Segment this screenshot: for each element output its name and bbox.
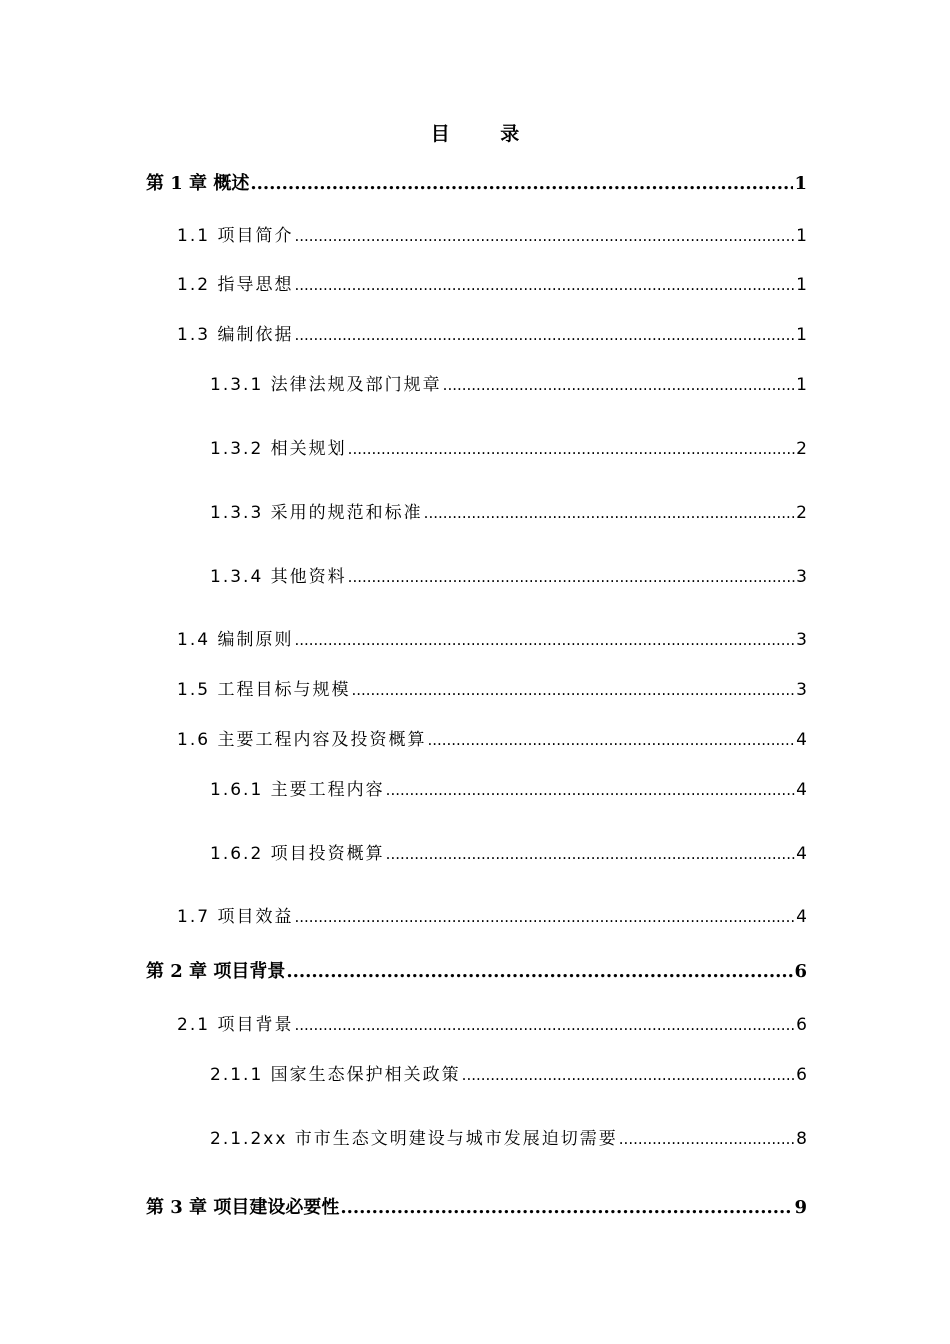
toc-page-number: 4 [796, 780, 807, 800]
toc-entry-label: 第 2 章 项目背景 [146, 961, 286, 982]
toc-entry-label: 2.1.1 国家生态保护相关政策 [210, 1065, 461, 1085]
toc-page-number: 9 [794, 1197, 807, 1218]
toc-entry-label: 1.1 项目简介 [177, 226, 294, 246]
toc-entry-2-1-2[interactable] [210, 1124, 807, 1150]
toc-leader-dots [619, 1130, 795, 1148]
toc-leader-dots [348, 568, 796, 586]
toc-entry-label: 1.7 项目效益 [177, 907, 294, 927]
toc-entry-label: 第 3 章 项目建设必要性 [146, 1197, 340, 1218]
toc-leader-dots [462, 1066, 796, 1084]
toc-page-number: 1 [796, 226, 807, 246]
toc-entry-2-1-1[interactable] [210, 1060, 807, 1086]
toc-entry-label: 第 1 章 概述 [146, 173, 250, 194]
toc-page-number: 6 [796, 1065, 807, 1085]
toc-leader-dots [294, 227, 795, 245]
toc-page-number: 1 [796, 375, 807, 395]
toc-entry-1-6-2[interactable] [210, 839, 807, 865]
toc-leader-dots [351, 681, 795, 699]
toc-entry-1-6-1[interactable] [210, 775, 807, 801]
toc-leader-dots [286, 961, 793, 982]
toc-leader-dots [250, 173, 793, 194]
toc-entry-1-3-2[interactable] [210, 434, 807, 460]
toc-page-number: 6 [794, 961, 807, 982]
toc-entry-label: 2.1.2xx 市市生态文明建设与城市发展迫切需要 [210, 1129, 618, 1149]
toc-page-number: 2 [796, 503, 807, 523]
toc-leader-dots [294, 908, 795, 926]
toc-leader-dots [348, 440, 796, 458]
toc-entry-label: 1.2 指导思想 [177, 275, 294, 295]
toc-entry-1-3-1[interactable] [210, 370, 807, 396]
toc-entry-label: 1.6.1 主要工程内容 [210, 780, 385, 800]
toc-leader-dots [443, 376, 796, 394]
toc-leader-dots [386, 781, 796, 799]
toc-title: 目 录 [430, 123, 542, 145]
toc-entry-1-6[interactable] [177, 725, 807, 751]
toc-entry-chapter-1[interactable] [146, 169, 807, 195]
toc-page-number: 1 [796, 325, 807, 345]
toc-entry-1-5[interactable] [177, 675, 807, 701]
toc-page-number: 3 [796, 680, 807, 700]
toc-entry-label: 1.5 工程目标与规模 [177, 680, 351, 700]
toc-entry-label: 1.3.2 相关规划 [210, 439, 347, 459]
toc-entry-label: 1.3 编制依据 [177, 325, 294, 345]
toc-leader-dots [294, 1016, 795, 1034]
toc-page-number: 4 [796, 844, 807, 864]
toc-entry-1-3-4[interactable] [210, 562, 807, 588]
toc-leader-dots [424, 504, 796, 522]
toc-entry-label: 1.3.1 法律法规及部门规章 [210, 375, 442, 395]
toc-page-number: 4 [796, 907, 807, 927]
toc-entry-1-4[interactable] [177, 625, 807, 651]
toc-entry-chapter-3[interactable] [146, 1193, 807, 1219]
toc-entry-1-2[interactable] [177, 270, 807, 296]
toc-page-number: 3 [796, 630, 807, 650]
toc-page-number: 2 [796, 439, 807, 459]
toc-leader-dots [294, 276, 795, 294]
toc-page-number: 8 [796, 1129, 807, 1149]
toc-page-number: 4 [796, 730, 807, 750]
toc-leader-dots [427, 731, 795, 749]
toc-leader-dots [340, 1197, 793, 1218]
toc-leader-dots [294, 326, 795, 344]
toc-page-number: 1 [796, 275, 807, 295]
toc-entry-label: 1.6 主要工程内容及投资概算 [177, 730, 427, 750]
toc-entry-label: 1.3.4 其他资料 [210, 567, 347, 587]
toc-entry-2-1[interactable] [177, 1010, 807, 1036]
toc-page-number: 6 [796, 1015, 807, 1035]
toc-leader-dots [294, 631, 795, 649]
toc-entry-1-3-3[interactable] [210, 498, 807, 524]
toc-page-number: 3 [796, 567, 807, 587]
toc-entry-label: 1.3.3 采用的规范和标准 [210, 503, 423, 523]
toc-page-number: 1 [794, 173, 807, 194]
toc-entry-chapter-2[interactable] [146, 957, 807, 983]
toc-entry-1-3[interactable] [177, 320, 807, 346]
toc-entry-label: 2.1 项目背景 [177, 1015, 294, 1035]
toc-leader-dots [386, 845, 796, 863]
toc-entry-label: 1.4 编制原则 [177, 630, 294, 650]
toc-entry-1-7[interactable] [177, 902, 807, 928]
toc-entry-label: 1.6.2 项目投资概算 [210, 844, 385, 864]
toc-entry-1-1[interactable] [177, 221, 807, 247]
